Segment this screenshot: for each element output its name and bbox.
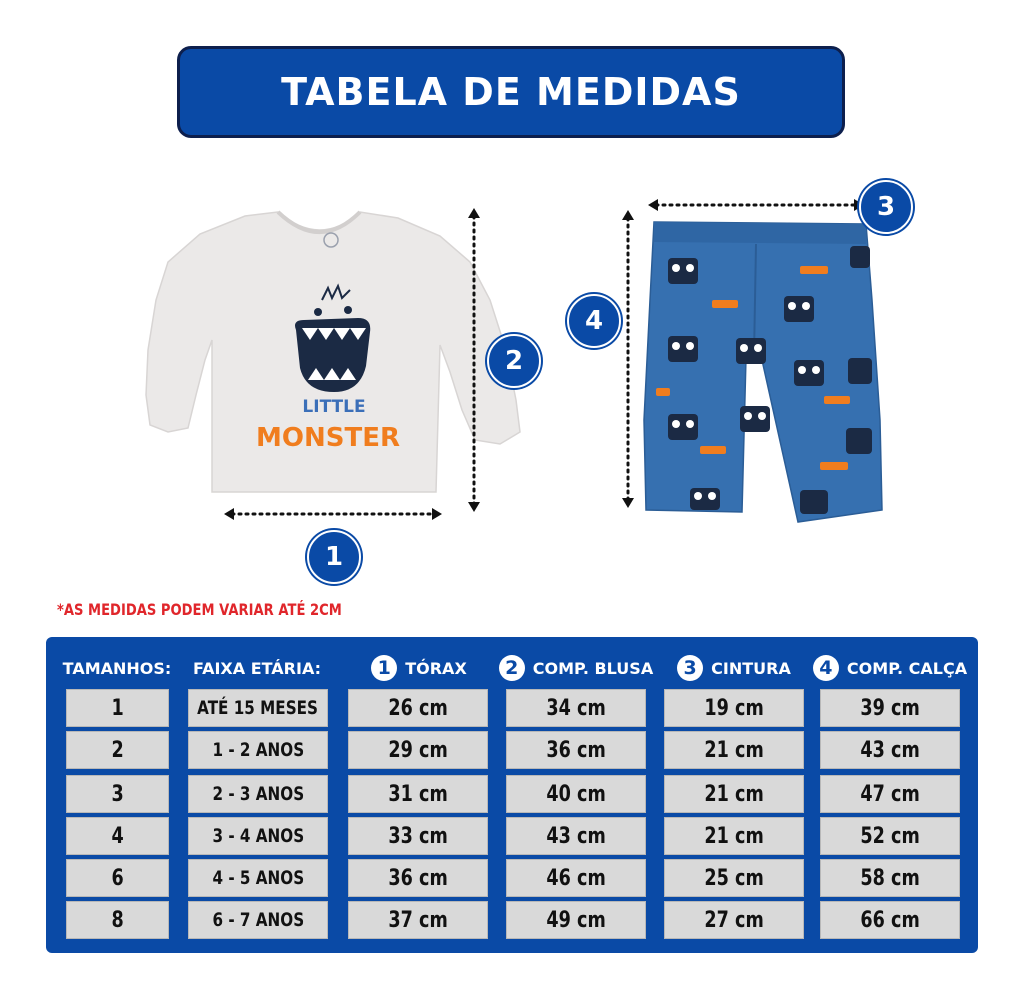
cell-waist: 21 cm — [664, 731, 804, 769]
cell-size: 4 — [66, 817, 169, 855]
cell-chest: 26 cm — [348, 689, 488, 727]
header-top-length: 2 COMP. BLUSA — [496, 657, 656, 679]
measurement-note: *AS MEDIDAS PODEM VARIAR ATÉ 2CM — [57, 600, 342, 619]
shirt-width-arrow — [224, 508, 442, 520]
cell-top-length: 40 cm — [506, 775, 646, 813]
cell-chest: 33 cm — [348, 817, 488, 855]
cell-waist: 27 cm — [664, 901, 804, 939]
page-title: TABELA DE MEDIDAS — [281, 70, 741, 114]
header-waist: 3 CINTURA — [664, 657, 804, 679]
cell-size: 3 — [66, 775, 169, 813]
cell-size: 2 — [66, 731, 169, 769]
cell-waist: 19 cm — [664, 689, 804, 727]
cell-top-length: 49 cm — [506, 901, 646, 939]
header-size: TAMANHOS: — [62, 658, 172, 678]
pants-illustration — [644, 222, 882, 522]
shirt-print-line2: MONSTER — [256, 423, 400, 453]
cell-waist: 21 cm — [664, 775, 804, 813]
cell-pants-length: 58 cm — [820, 859, 960, 897]
pants-length-arrow — [622, 210, 634, 508]
cell-age: 3 - 4 ANOS — [188, 817, 328, 855]
cell-pants-length: 66 cm — [820, 901, 960, 939]
badge-2: 2 — [487, 334, 541, 388]
cell-size: 6 — [66, 859, 169, 897]
cell-top-length: 46 cm — [506, 859, 646, 897]
cell-pants-length: 39 cm — [820, 689, 960, 727]
cell-age: 1 - 2 ANOS — [188, 731, 328, 769]
header-pants-length: 4 COMP. CALÇA — [810, 657, 970, 679]
shirt-print-line1: LITTLE — [302, 397, 366, 417]
cell-age: 6 - 7 ANOS — [188, 901, 328, 939]
cell-top-length: 43 cm — [506, 817, 646, 855]
cell-waist: 25 cm — [664, 859, 804, 897]
pants-waist-arrow — [648, 199, 864, 211]
cell-age: 2 - 3 ANOS — [188, 775, 328, 813]
cell-pants-length: 52 cm — [820, 817, 960, 855]
cell-chest: 36 cm — [348, 859, 488, 897]
badge-1: 1 — [307, 530, 361, 584]
cell-top-length: 34 cm — [506, 689, 646, 727]
badge-4: 4 — [567, 294, 621, 348]
cell-chest: 29 cm — [348, 731, 488, 769]
cell-size: 1 — [66, 689, 169, 727]
header-chest: 1 TÓRAX — [348, 657, 490, 679]
cell-pants-length: 43 cm — [820, 731, 960, 769]
cell-size: 8 — [66, 901, 169, 939]
cell-top-length: 36 cm — [506, 731, 646, 769]
cell-age: ATÉ 15 MESES — [188, 689, 328, 727]
header-age: FAIXA ETÁRIA: — [192, 658, 322, 678]
cell-age: 4 - 5 ANOS — [188, 859, 328, 897]
cell-pants-length: 47 cm — [820, 775, 960, 813]
badge-3: 3 — [859, 180, 913, 234]
cell-chest: 31 cm — [348, 775, 488, 813]
shirt-illustration — [146, 212, 520, 492]
cell-waist: 21 cm — [664, 817, 804, 855]
cell-chest: 37 cm — [348, 901, 488, 939]
